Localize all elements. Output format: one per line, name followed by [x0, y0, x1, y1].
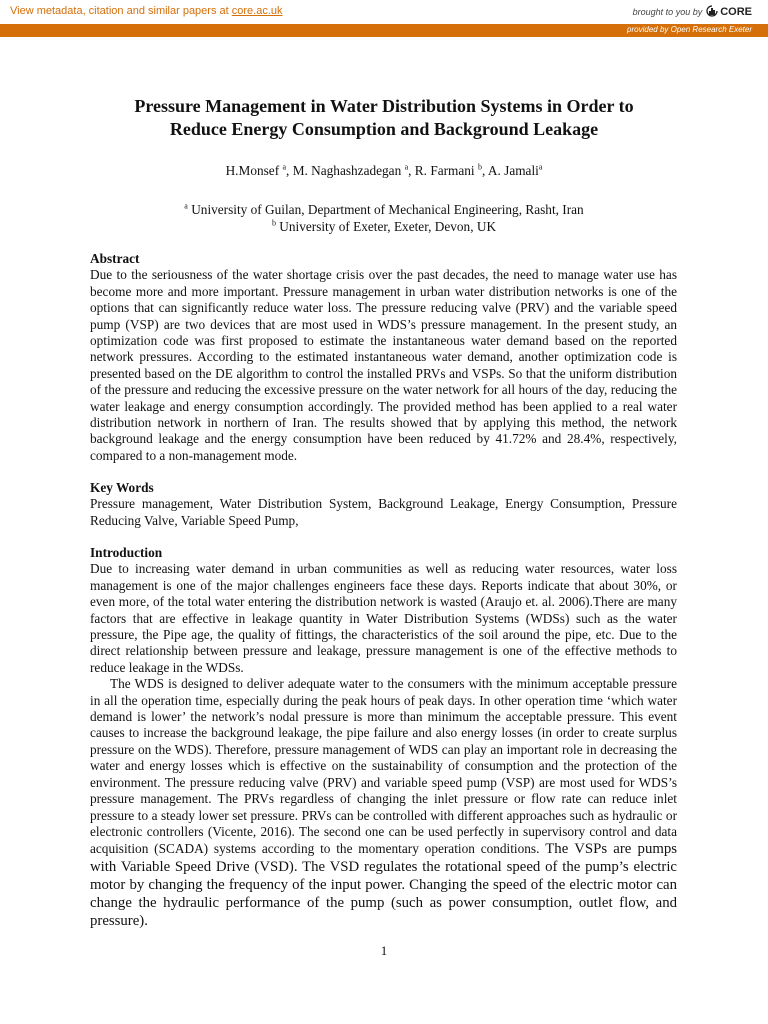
core-banner [0, 0, 768, 25]
affiliation-mark: a [282, 162, 287, 172]
author-separator: , [408, 163, 415, 178]
author-separator: , [286, 163, 293, 178]
author-name: A. Jamali [487, 163, 539, 178]
affiliation-mark: a [404, 162, 409, 172]
brought-to-you-by [633, 5, 752, 18]
affiliation-mark: b [271, 218, 276, 228]
metadata-notice [10, 5, 283, 17]
core-logo[interactable] [706, 5, 752, 18]
paper-title [60, 95, 708, 141]
metadata-prefix: View metadata, citation and similar papers at [10, 5, 229, 17]
keywords-text: Pressure management, Water Distribution System, Background Leakage, Energy Consumption, Pressure Reducing Valve, Variable Speed Pump, [90, 496, 677, 528]
affiliations [0, 201, 768, 235]
provided-by-text [627, 25, 752, 34]
author-name: R. Farmani [414, 163, 475, 178]
author-name: M. Naghashzadegan [292, 163, 402, 178]
intro-paragraph-2-text: The WDS is designed to deliver adequate water to the consumers with the minimum acceptable pressure in all the operation time, especially during the peak hours of peak days. In other operation time ‘which water demand is lower’ the network’s nodal pressure is more than minimum the acceptable pressure. This event causes to increase the background leakage, the pipe failure and also energy losses (in order to create surplus pressure on the WDS). Therefore, pressure management of WDS can play an important role in decreasing the water and energy losses which is effective on the sustainability of consumption and the protection of the environment. The pressure reducing valve (PRV) and variable speed pump (VSP) are most used for WDS’s pressure management. The PRVs regardless of changing the inlet pressure or flow rate can reduce inlet pressure to a steady lower set pressure. PRVs can be controlled with different approaches such as hydraulic or electronic controllers (Vicente, 2016). The second one can be used perfectly in supervisory control and data acquisition (SCADA) systems according to the momentary operation conditions. [90, 676, 677, 857]
brought-text: brought to you by [632, 6, 703, 17]
abstract-heading: Abstract [90, 251, 140, 266]
repository-link[interactable]: Open Research Exeter [670, 25, 752, 34]
title-line-2: Reduce Energy Consumption and Background Leakage [169, 119, 599, 139]
intro-paragraph-2 [90, 676, 677, 930]
affiliation-b [0, 218, 768, 235]
page-number: 1 [380, 943, 388, 958]
provided-label: provided by [627, 25, 669, 34]
affiliation-text: University of Guilan, Department of Mechanical Engineering, Rasht, Iran [191, 202, 584, 217]
core-logo-text: CORE [720, 5, 752, 18]
abstract-section [90, 251, 677, 464]
core-ac-uk-link[interactable]: core.ac.uk [231, 5, 283, 17]
affiliation-mark: a [538, 162, 543, 172]
author-list [0, 163, 768, 179]
keywords-section [90, 480, 677, 529]
intro-paragraph-2-tail: The VSPs are pumps with Variable Speed Drive (VSD). The VSD regulates the rotational speed of the pump’s electric motor by changing the frequency of the input power. Changing the speed of the electric motor can change the hydraulic performance of the pump (such as power consumption, outlet flow, and pressure). [90, 841, 678, 930]
affiliation-mark: a [184, 201, 188, 211]
author-name: H.Monsef [225, 163, 280, 178]
author-separator: , [481, 163, 488, 178]
affiliation-text: University of Exeter, Exeter, Devon, UK [279, 219, 497, 234]
title-line-1: Pressure Management in Water Distribution Systems in Order to [134, 96, 634, 116]
core-logo-icon [706, 5, 718, 18]
affiliation-mark: b [477, 162, 482, 172]
introduction-section [90, 545, 677, 930]
introduction-heading: Introduction [90, 545, 163, 560]
affiliation-a [0, 201, 768, 218]
provided-by-bar [0, 24, 768, 37]
intro-paragraph-1: Due to increasing water demand in urban communities as well as reducing water resources, water loss management is one of the major challenges engineers face these days. Reports indicate that about 30%, or even more, of the total water entering the distribution network is wasted (Araujo et. al. 2006).There are many factors that are effective in leakage quantity in Water Distribution Systems (WDSs) such as the water pressure, the Pipe age, the quality of fittings, the characteristics of the soil around the pipe, etc. Due to the direct relationship between pressure and leakage, pressure management is one of the effective methods to reduce leakage in the WDSs. [90, 561, 677, 675]
abstract-text: Due to the seriousness of the water shortage crisis over the past decades, the need to manage water use has become more and more important. Pressure management in urban water distribution networks is one of the options that can significantly reduce water loss. The pressure reducing valve (PRV) and the variable speed pump (VSP) are two devices that are most used in WDS’s pressure management. In the present study, an optimization code was first proposed to estimate the instantaneous water demand based on the reported network pressures. According to the estimated instantaneous water demand, another optimization code is presented based on the DE algorithm to control the installed PRVs and VSPs. So that the uniform distribution of the pressure and reducing the excessive pressure on the water network for all hours of the day, reducing the water leakage and energy consumption accordingly. The provided method has been applied to a real water distribution network in northern of Iran. The results showed that by applying this method, the network background leakage and the energy consumption have been reduced by 41.72% and 28.4%, respectively, compared to a non-management mode. [90, 267, 677, 463]
keywords-heading: Key Words [90, 480, 154, 495]
